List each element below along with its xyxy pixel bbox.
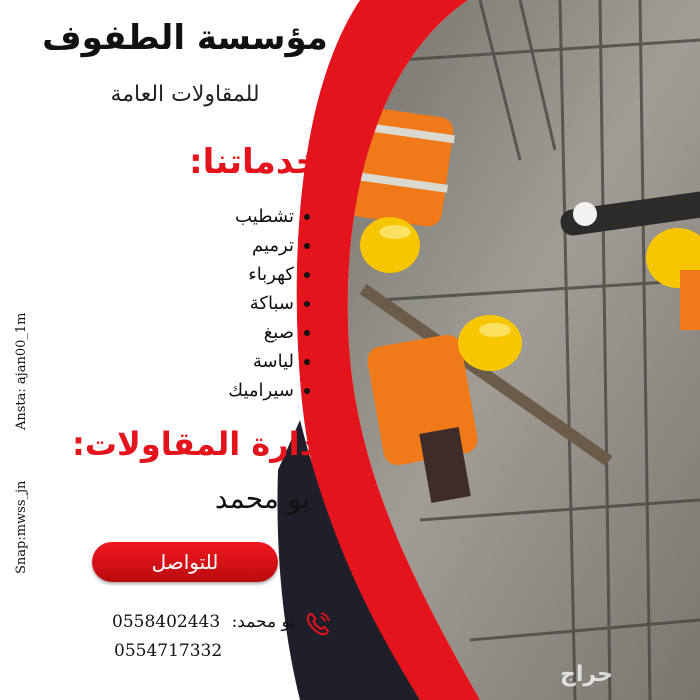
service-item: كهرباء [140, 260, 310, 289]
service-item: لياسة [140, 347, 310, 376]
bullet-icon [304, 301, 310, 307]
watermark-logo: حراج [560, 662, 613, 687]
bullet-icon [304, 330, 310, 336]
services-list [140, 202, 310, 405]
bullet-icon [304, 214, 310, 220]
service-item: سباكة [140, 289, 310, 318]
services-heading: خدماتنا: [189, 142, 320, 182]
bullet-icon [304, 359, 310, 365]
phone-label: بو محمد: [231, 612, 296, 632]
service-item: ترميم [140, 231, 310, 260]
phone-icon [302, 608, 334, 640]
company-title: مؤسسة الطفوف [42, 18, 328, 58]
service-item: تشطيب [140, 202, 310, 231]
manager-name: بو محمد [214, 482, 310, 515]
bullet-icon [304, 272, 310, 278]
company-subtitle: للمقاولات العامة [110, 82, 260, 107]
bullet-icon [304, 388, 310, 394]
phone-number-1[interactable]: 0558402443 [112, 612, 221, 632]
service-item: صبغ [140, 318, 310, 347]
management-heading: إدارة المقاولات: [72, 425, 327, 463]
instagram-handle: Ansta: ajan00_1m [14, 312, 29, 430]
phone-row-1 [112, 612, 332, 632]
contact-button[interactable]: للتواصل [92, 542, 278, 582]
bullet-icon [304, 243, 310, 249]
phone-number-2[interactable]: 0554717332 [114, 641, 223, 661]
snapchat-handle: Snap:mwss_jn [14, 480, 29, 574]
service-item: سيراميك [140, 376, 310, 405]
